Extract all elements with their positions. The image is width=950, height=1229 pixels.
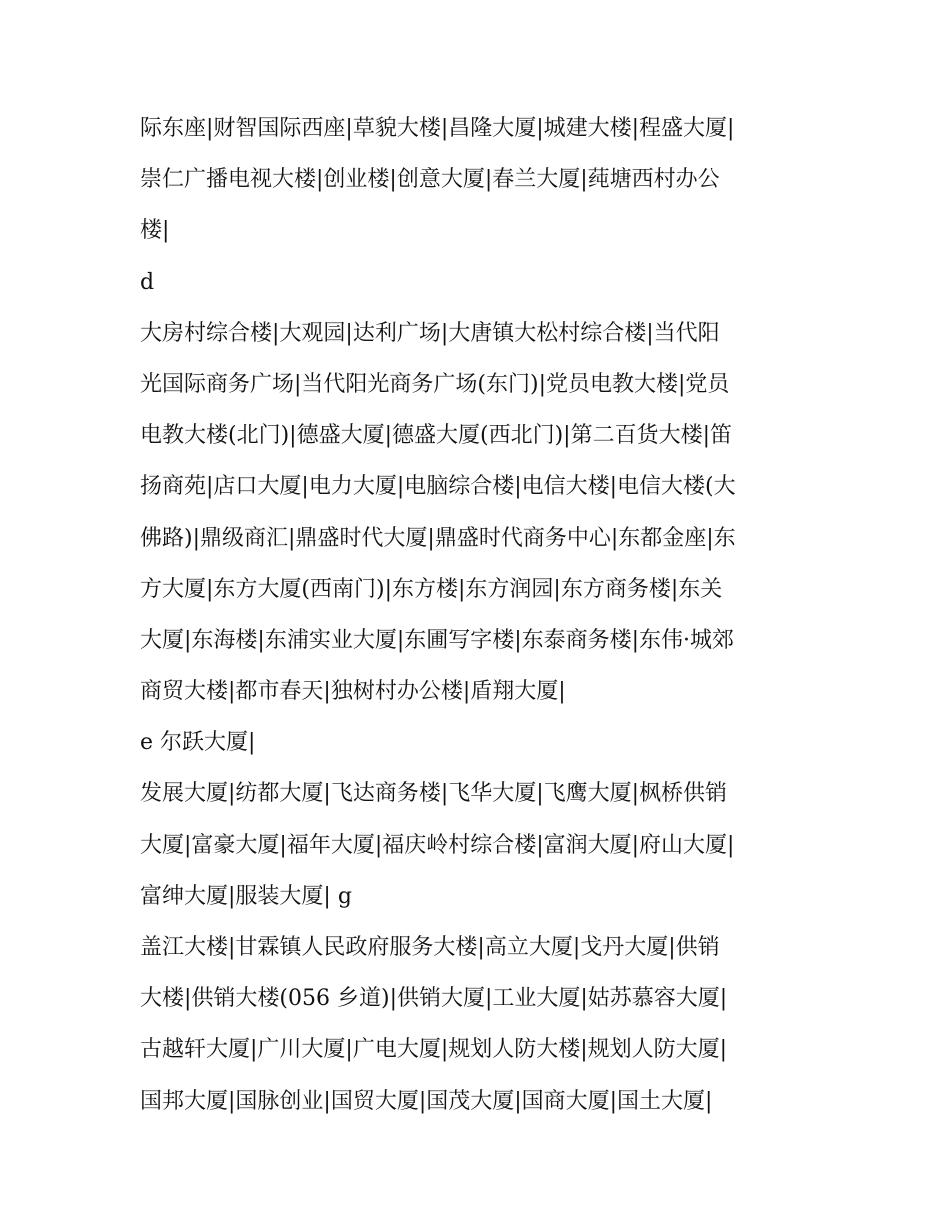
text-line: 楼| xyxy=(140,218,170,244)
text-line: 际东座|财智国际西座|草貌大楼|昌隆大厦|城建大楼|程盛大厦| xyxy=(140,116,735,141)
text-line: 大厦|富豪大厦|福年大厦|福庆岭村综合楼|富润大厦|府山大厦| xyxy=(140,832,735,858)
section-letter: d xyxy=(140,269,155,295)
text-line: 发展大厦|纺都大厦|飞达商务楼|飞华大厦|飞鹰大厦|枫桥供销 xyxy=(140,781,728,807)
text-line: 扬商苑|店口大厦|电力大厦|电脑综合楼|电信大楼|电信大楼(大 xyxy=(140,474,736,500)
text-line: 光国际商务广场|当代阳光商务广场(东门)|党员电教大楼|党员 xyxy=(140,371,730,397)
text-line: 商贸大楼|都市春天|独树村办公楼|盾翔大厦| xyxy=(140,679,566,705)
document-page xyxy=(140,103,820,1127)
text-line: e 尔跃大厦| xyxy=(140,730,256,756)
text-line: 古越轩大厦|广川大厦|广电大厦|规划人防大楼|规划人防大厦| xyxy=(140,1037,728,1063)
text-line: 电教大楼(北门)|德盛大厦|德盛大厦(西北门)|第二百货大楼|笛 xyxy=(140,423,732,449)
text-line: 崇仁广播电视大楼|创业楼|创意大厦|春兰大厦|莼塘西村办公 xyxy=(140,167,720,193)
text-line: 大厦|东海楼|东浦实业大厦|东圃写字楼|东泰商务楼|东伟·城郊 xyxy=(140,627,735,653)
text-line: 富绅大厦|服装大厦| g xyxy=(140,883,352,909)
text-line: 国邦大厦|国脉创业|国贸大厦|国茂大厦|国商大厦|国土大厦| xyxy=(140,1088,713,1114)
text-line: 佛路)|鼎级商汇|鼎盛时代大厦|鼎盛时代商务中心|东都金座|东 xyxy=(140,525,736,551)
text-line: 大楼|供销大楼(056 乡道)|供销大厦|工业大厦|姑苏慕容大厦| xyxy=(140,986,728,1012)
text-line: 大房村综合楼|大观园|达利广场|大唐镇大松村综合楼|当代阳 xyxy=(140,320,720,346)
text-line: 方大厦|东方大厦(西南门)|东方楼|东方润园|东方商务楼|东关 xyxy=(140,576,723,602)
text-line: 盖江大楼|甘霖镇人民政府服务大楼|高立大厦|戈丹大厦|供销 xyxy=(140,935,720,960)
